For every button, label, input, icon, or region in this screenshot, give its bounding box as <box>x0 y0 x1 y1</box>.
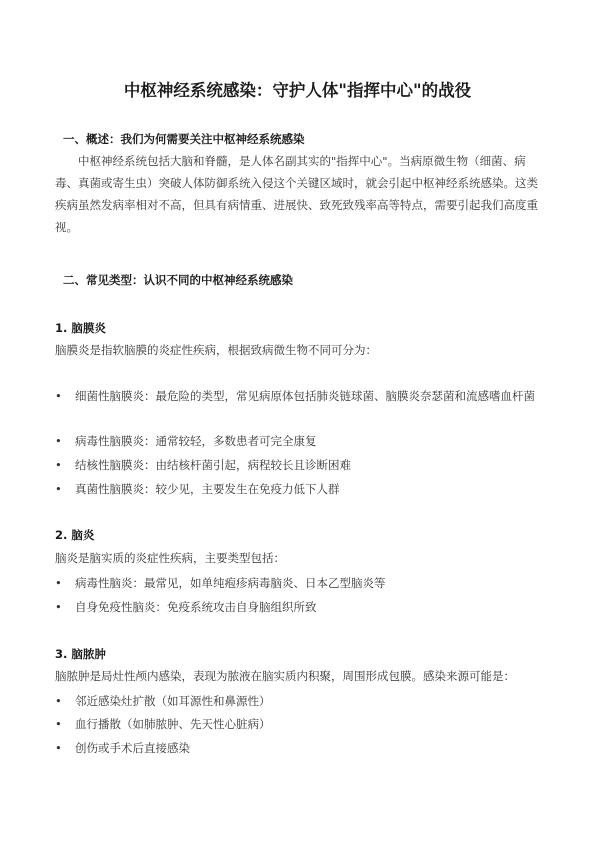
document-title: 中枢神经系统感染：守护人体"指挥中心"的战役 <box>123 81 472 100</box>
abscess-heading: 3. 脑脓肿 <box>55 647 106 661</box>
bullet-marker: • <box>55 482 62 496</box>
list-item <box>55 431 545 452</box>
section2-heading: 二、常见类型：认识不同的中枢神经系统感染 <box>63 273 293 287</box>
list-item <box>55 691 545 712</box>
encephalitis-heading: 2. 脑炎 <box>55 528 95 542</box>
section1-heading: 一、概述：我们为何需要关注中枢神经系统感染 <box>63 132 305 146</box>
list-item-text: 结核性脑膜炎：由结核杆菌引起，病程较长且诊断困难 <box>75 458 351 472</box>
list-item-text: 真菌性脑膜炎：较少见，主要发生在免疫力低下人群 <box>75 482 340 496</box>
list-item <box>55 573 545 594</box>
list-item-text: 细菌性脑膜炎：最危险的类型，常见病原体包括肺炎链球菌、脑膜炎奈瑟菌和流感嗜血杆菌 <box>75 389 535 403</box>
bullet-marker: • <box>55 717 62 731</box>
abscess-intro: 脑脓肿是局灶性颅内感染，表现为脓液在脑实质内积聚，周围形成包膜。感染来源可能是： <box>55 669 515 683</box>
bullet-marker: • <box>55 389 62 403</box>
list-item-text: 病毒性脑炎：最常见，如单纯疱疹病毒脑炎、日本乙型脑炎等 <box>75 576 386 590</box>
list-item-text: 血行播散（如肺脓肿、先天性心脏病） <box>75 717 271 731</box>
list-item <box>55 738 545 759</box>
bullet-marker: • <box>55 434 62 448</box>
list-item <box>55 479 545 500</box>
bullet-marker: • <box>55 694 62 708</box>
bullet-marker: • <box>55 576 62 590</box>
list-item <box>55 386 545 407</box>
list-item <box>55 597 545 618</box>
list-item <box>55 455 545 476</box>
list-item-text: 创伤或手术后直接感染 <box>75 741 190 755</box>
meningitis-intro: 脑膜炎是指软脑膜的炎症性疾病，根据致病微生物不同可分为： <box>55 343 377 357</box>
encephalitis-intro: 脑炎是脑实质的炎症性疾病，主要类型包括： <box>55 551 285 565</box>
section1-paragraph: 中枢神经系统包括大脑和脊髓，是人体名副其实的"指挥中心"。当病原微生物（细菌、病毒、真菌或寄生虫）突破人体防御系统入侵这个关键区域时，就会引起中枢神经系统感染。这类疾病虽然发病率相对不高，但具有病情重、进展快、致死致残率高等特点，需要引起我们高度重视。 <box>55 154 538 234</box>
list-item-text: 邻近感染灶扩散（如耳源性和鼻源性） <box>75 694 271 708</box>
meningitis-heading: 1. 脑膜炎 <box>55 321 106 335</box>
bullet-marker: • <box>55 741 62 755</box>
list-item-text: 自身免疫性脑炎：免疫系统攻击自身脑组织所致 <box>75 600 317 614</box>
list-item <box>55 714 545 735</box>
bullet-marker: • <box>55 458 62 472</box>
list-item-text: 病毒性脑膜炎：通常较轻，多数患者可完全康复 <box>75 434 317 448</box>
bullet-marker: • <box>55 600 62 614</box>
